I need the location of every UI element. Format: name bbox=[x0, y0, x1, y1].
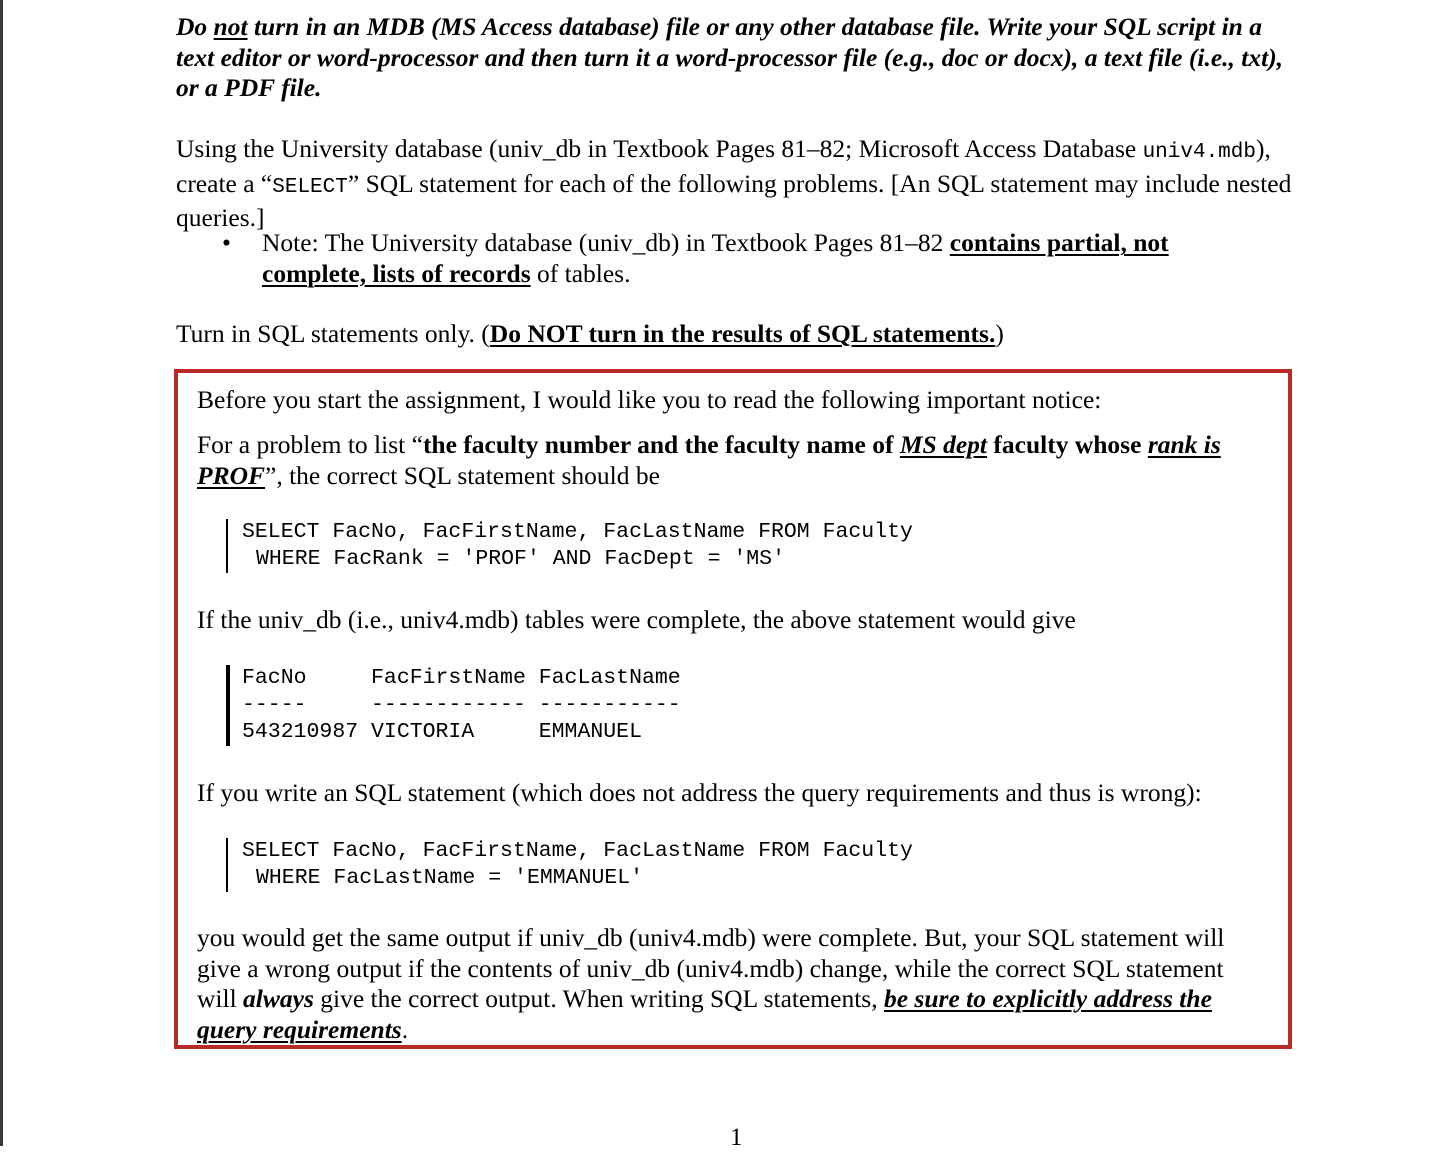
using-text-2: ), create a “ bbox=[176, 134, 1271, 198]
intro-text-cont: turn in an MDB (MS Access database) file or any other database file. Write your SQL script in a text editor or word-processor and then turn it a word-processor file (e.g., doc or docx), a text file (i.e., txt), or a PDF file. bbox=[176, 12, 1284, 102]
wrong-sql-intro: If you write an SQL statement (which does not address the query requirements and thus is wrong): bbox=[197, 778, 1202, 807]
notice-heading: Before you start the assignment, I would like you to read the following important notice: bbox=[197, 385, 1102, 414]
important-notice-box bbox=[174, 369, 1292, 1049]
requirements-emphasis: be sure to explicitly address the query requirements bbox=[197, 984, 1212, 1044]
problem-bold-1: the faculty number and the faculty name of bbox=[422, 430, 900, 459]
intro-text: Do bbox=[176, 12, 214, 41]
page-number: 1 bbox=[730, 1124, 743, 1151]
select-keyword: SELECT bbox=[272, 175, 348, 199]
note-text-1: Note: The University database (univ_db) in Textbook Pages 81–82 bbox=[262, 228, 950, 257]
db-filename: univ4.mdb bbox=[1142, 141, 1256, 164]
code-line: WHERE FacRank = 'PROF' AND FacDept = 'MS' bbox=[256, 547, 785, 571]
turnin-emphasis: Do NOT turn in the results of SQL statements. bbox=[489, 319, 996, 348]
conclusion-text-1: you would get the same output if univ_db (univ4.mdb) were complete. But, your SQL statement will give a wrong output if the contents of univ_db (univ4.mdb) change, while the correct SQL statement will bbox=[197, 923, 1225, 1013]
code-line: SELECT FacNo, FacFirstName, FacLastName FROM Faculty bbox=[242, 839, 913, 863]
correct-sql-code bbox=[226, 519, 913, 573]
result-row: 543210987 VICTORIA EMMANUEL bbox=[242, 720, 642, 744]
code-line: WHERE FacLastName = 'EMMANUEL' bbox=[256, 866, 644, 890]
conclusion-text-3: . bbox=[401, 1014, 409, 1044]
problem-text-2: ”, the correct SQL statement should be bbox=[265, 460, 660, 490]
bullet-icon: • bbox=[222, 228, 231, 257]
result-divider: ----- ------------ ----------- bbox=[242, 693, 681, 717]
code-line: SELECT FacNo, FacFirstName, FacLastName FROM Faculty bbox=[242, 520, 913, 544]
notice-problem bbox=[197, 430, 1267, 491]
problem-text-1: For a problem to list “ bbox=[197, 430, 423, 459]
note-text bbox=[262, 228, 1222, 289]
submission-instructions bbox=[176, 12, 1296, 104]
wrong-sql-code bbox=[226, 838, 913, 892]
result-header: FacNo FacFirstName FacLastName bbox=[242, 666, 681, 690]
conclusion-text-2: give the correct output. When writing SQL statements, bbox=[313, 984, 884, 1013]
note-emphasis: contains partial, not complete, lists of records bbox=[262, 228, 1169, 288]
ms-dept-emphasis: MS dept bbox=[899, 430, 988, 459]
turn-in-instruction bbox=[176, 319, 1296, 350]
using-database-paragraph bbox=[176, 134, 1296, 234]
notice-conclusion bbox=[197, 923, 1267, 1045]
using-text: Using the University database (univ_db in Textbook Pages 81–82; Microsoft Access Database bbox=[176, 134, 1143, 163]
viewer-left-edge bbox=[0, 0, 3, 1146]
rank-emphasis: rank is PROF bbox=[197, 430, 1221, 490]
using-text-3: ” SQL statement for each of the following problems. [An SQL statement may include nested queries.] bbox=[176, 168, 1292, 232]
turnin-text-1: Turn in SQL statements only. ( bbox=[176, 319, 490, 348]
always-emphasis: always bbox=[243, 984, 314, 1013]
query-result-output bbox=[226, 665, 681, 746]
turnin-text-2: ) bbox=[995, 319, 1004, 348]
note-text-2: of tables. bbox=[530, 258, 631, 288]
intro-not-emphasis: not bbox=[213, 12, 248, 41]
problem-bold-2: faculty whose bbox=[987, 430, 1148, 459]
result-intro: If the univ_db (i.e., univ4.mdb) tables were complete, the above statement would give bbox=[197, 605, 1076, 634]
